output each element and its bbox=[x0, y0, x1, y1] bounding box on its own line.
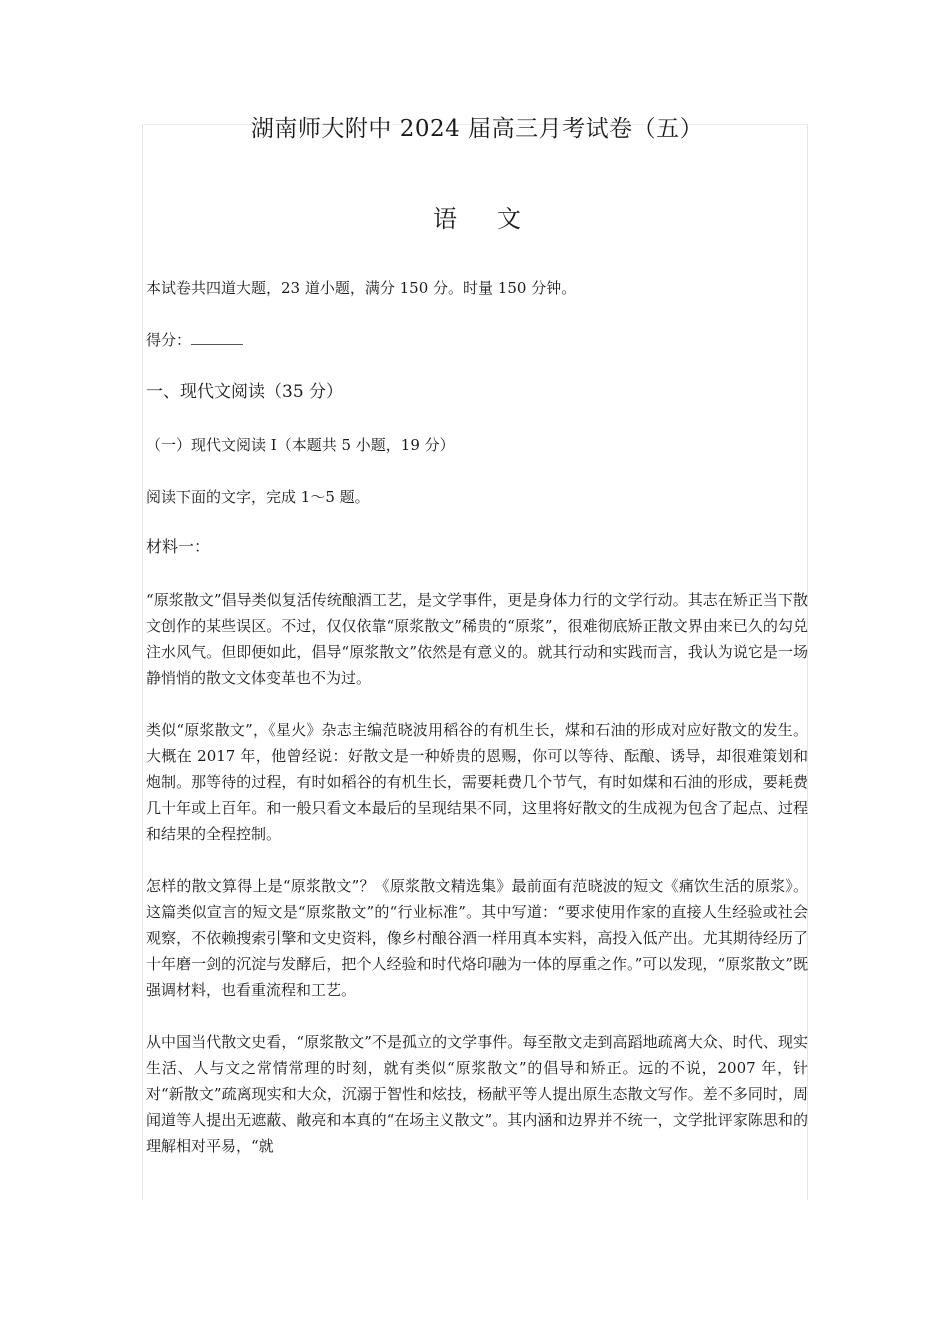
material-label: 材料一： bbox=[146, 537, 211, 556]
subsection-heading: （一）现代文阅读 I（本题共 5 小题，19 分） bbox=[146, 436, 455, 454]
subject-title: 语文 bbox=[433, 205, 561, 233]
exam-intro: 本试卷共四道大题，23 道小题，满分 150 分。时量 150 分钟。 bbox=[146, 279, 577, 297]
section-heading: 一、现代文阅读（35 分） bbox=[146, 382, 344, 402]
score-label: 得分： bbox=[146, 331, 192, 349]
paragraph: 怎样的散文算得上是“原浆散文”？《原浆散文精选集》最前面有范晓波的短文《痛饮生活的原浆》。这篇类似宣言的短文是“原浆散文”的“行业标准”。其中写道：“要求使用作家的直接人生经验或社会观察，不依赖搜索引擎和文史资料，像乡村酿谷酒一样用真本实料，高投入低产出。尤其期待经历了十年磨一剑的沉淀与发酵后，把个人经验和时代烙印融为一体的厚重之作。”可以发现，“原浆散文”既强调材料，也看重流程和工艺。 bbox=[146, 877, 808, 999]
paragraph: “原浆散文”倡导类似复活传统酿酒工艺，是文学事件，更是身体力行的文学行动。其志在矫正当下散文创作的某些误区。不过，仅仅依靠“原浆散文”稀贵的“原浆”，很难彻底矫正散文界由来已久的勾兑注水风气。但即便如此，倡导“原浆散文”依然是有意义的。就其行动和实践而言，我认为说它是一场静悄悄的散文文体变革也不为过。 bbox=[146, 591, 808, 687]
exam-title: 湖南师大附中 2024 届高三月考试卷（五） bbox=[250, 116, 704, 142]
paragraph: 类似“原浆散文”，《星火》杂志主编范晓波用稻谷的有机生长，煤和石油的形成对应好散文的发生。大概在 2017 年，他曾经说：好散文是一种娇贵的恩赐，你可以等待、酝酿、诱导，却很难策划和炮制。那等待的过程，有时如稻谷的有机生长，需要耗费几个节气，有时如煤和石油的形成，要耗费几十年或上百年。和一般只看文本最后的呈现结果不同，这里将好散文的生成视为包含了起点、过程和结果的全程控制。 bbox=[146, 721, 808, 843]
paragraph: 从中国当代散文史看，“原浆散文”不是孤立的文学事件。每至散文走到高蹈地疏离大众、时代、现实生活、人与文之常情常理的时刻，就有类似“原浆散文”的倡导和矫正。远的不说，2007 年，针对“新散文”疏离现实和大众，沉溺于智性和炫技，杨献平等人提出原生态散文写作。差不多同时，周闻道等人提出无遮蔽、敞亮和本真的“在场主义散文”。其内涵和边界并不统一，文学批评家陈思和的理解相对平易，“就 bbox=[146, 1033, 808, 1155]
reading-instruction: 阅读下面的文字，完成 1～5 题。 bbox=[146, 488, 370, 506]
score-row bbox=[146, 330, 808, 350]
document-body bbox=[146, 112, 808, 1159]
score-blank bbox=[191, 331, 243, 345]
